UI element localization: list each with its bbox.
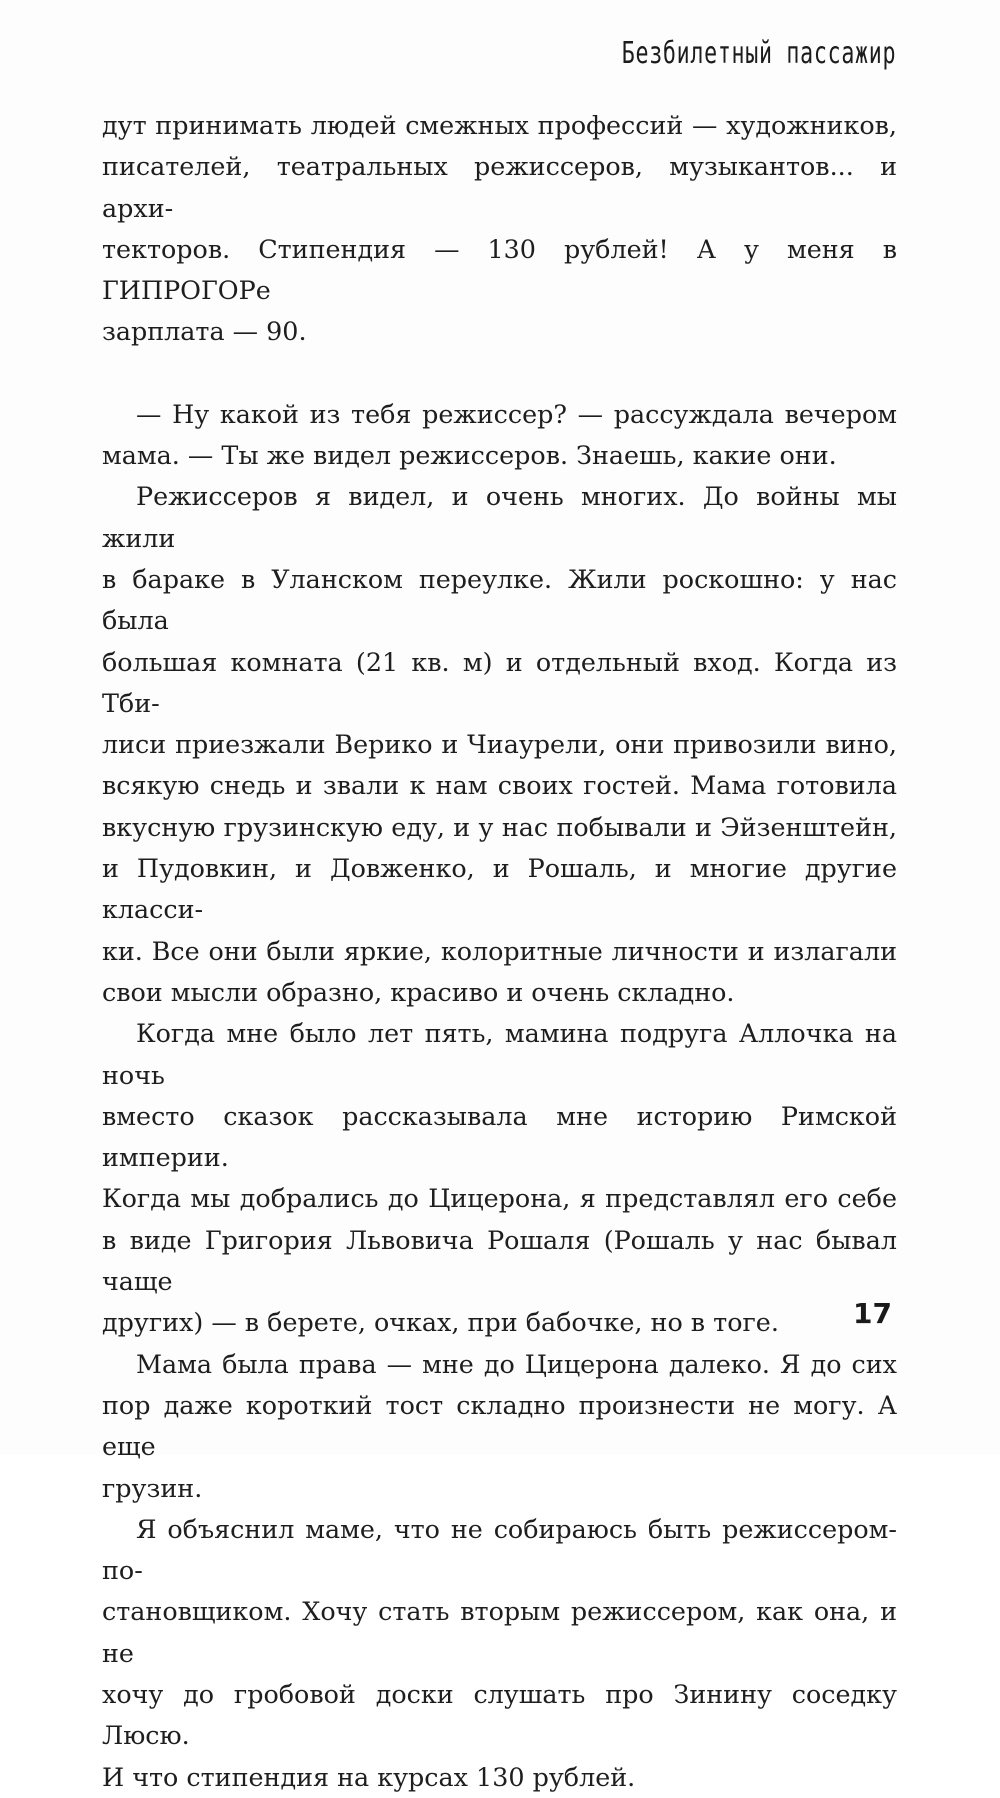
paragraph-line: Когда мы добрались до Цицерона, я представлял его себе bbox=[102, 1183, 897, 1214]
paragraph-line: свои мысли образно, красиво и очень складно. bbox=[102, 976, 735, 1007]
paragraph-line: И что стипендия на курсах 130 рублей. bbox=[102, 1761, 636, 1792]
paragraph-line: мама. — Ты же видел режиссеров. Знаешь, какие они. bbox=[102, 440, 837, 471]
running-title: Безбилетный пассажир bbox=[621, 36, 896, 71]
paragraph-line: пор даже короткий тост складно произнести не могу. А еще bbox=[102, 1389, 897, 1462]
paragraph-line: дут принимать людей смежных профессий — художников, bbox=[102, 110, 897, 140]
paragraph-line: ки. Все они были яркие, колоритные личности и излагали bbox=[102, 935, 897, 966]
paragraph-line: вместо сказок рассказывала мне историю Римской империи. bbox=[102, 1100, 897, 1173]
paragraph-line: зарплата — 90. bbox=[102, 316, 307, 347]
paragraph-line: Когда мне было лет пять, мамина подруга Аллочка на ночь bbox=[102, 1018, 897, 1090]
paragraph-line: в виде Григория Львовича Рошаля (Рошаль у нас бывал чаще bbox=[102, 1224, 897, 1297]
paragraph-line: большая комната (21 кв. м) и отдельный вход. Когда из Тби- bbox=[102, 646, 897, 718]
paragraph-line: Мама была права — мне до Цицерона далеко. Я до сих bbox=[136, 1348, 897, 1379]
paragraph-line: Я объяснил маме, что не собираюсь быть режиссером-по- bbox=[102, 1513, 897, 1586]
paragraph-line: текторов. Стипендия — 130 рублей! А у меня в ГИПРОГОРе bbox=[102, 233, 897, 306]
paragraph-line: хочу до гробовой доски слушать про Зинину соседку Люсю. bbox=[102, 1678, 897, 1751]
paragraph-line: грузин. bbox=[102, 1472, 203, 1503]
paragraph-line: других) — в берете, очках, при бабочке, но в тоге. bbox=[102, 1307, 779, 1338]
paragraph-line: лиси приезжали Верико и Чиаурели, они привозили вино, bbox=[102, 729, 897, 760]
body-text bbox=[102, 105, 897, 1798]
paragraph-line: — Ну какой из тебя режиссер? — рассуждала вечером bbox=[136, 398, 897, 429]
page-number: 17 bbox=[853, 1297, 892, 1330]
paragraph-line: вкусную грузинскую еду, и у нас побывали и Эйзенштейн, bbox=[102, 811, 897, 842]
paragraph-line: становщиком. Хочу стать вторым режиссером, как она, и не bbox=[102, 1596, 897, 1668]
section-break bbox=[102, 353, 897, 394]
paragraph-line: всякую снедь и звали к нам своих гостей. Мама готовила bbox=[102, 770, 897, 801]
paragraph-line: и Пудовкин, и Довженко, и Рошаль, и многие другие класси- bbox=[102, 853, 897, 925]
paragraph-line: в бараке в Уланском переулке. Жили роскошно: у нас была bbox=[102, 563, 897, 636]
paragraph-line: писателей, театральных режиссеров, музыкантов... и архи- bbox=[102, 151, 897, 223]
paragraph-line: Режиссеров я видел, и очень многих. До войны мы жили bbox=[102, 481, 897, 553]
